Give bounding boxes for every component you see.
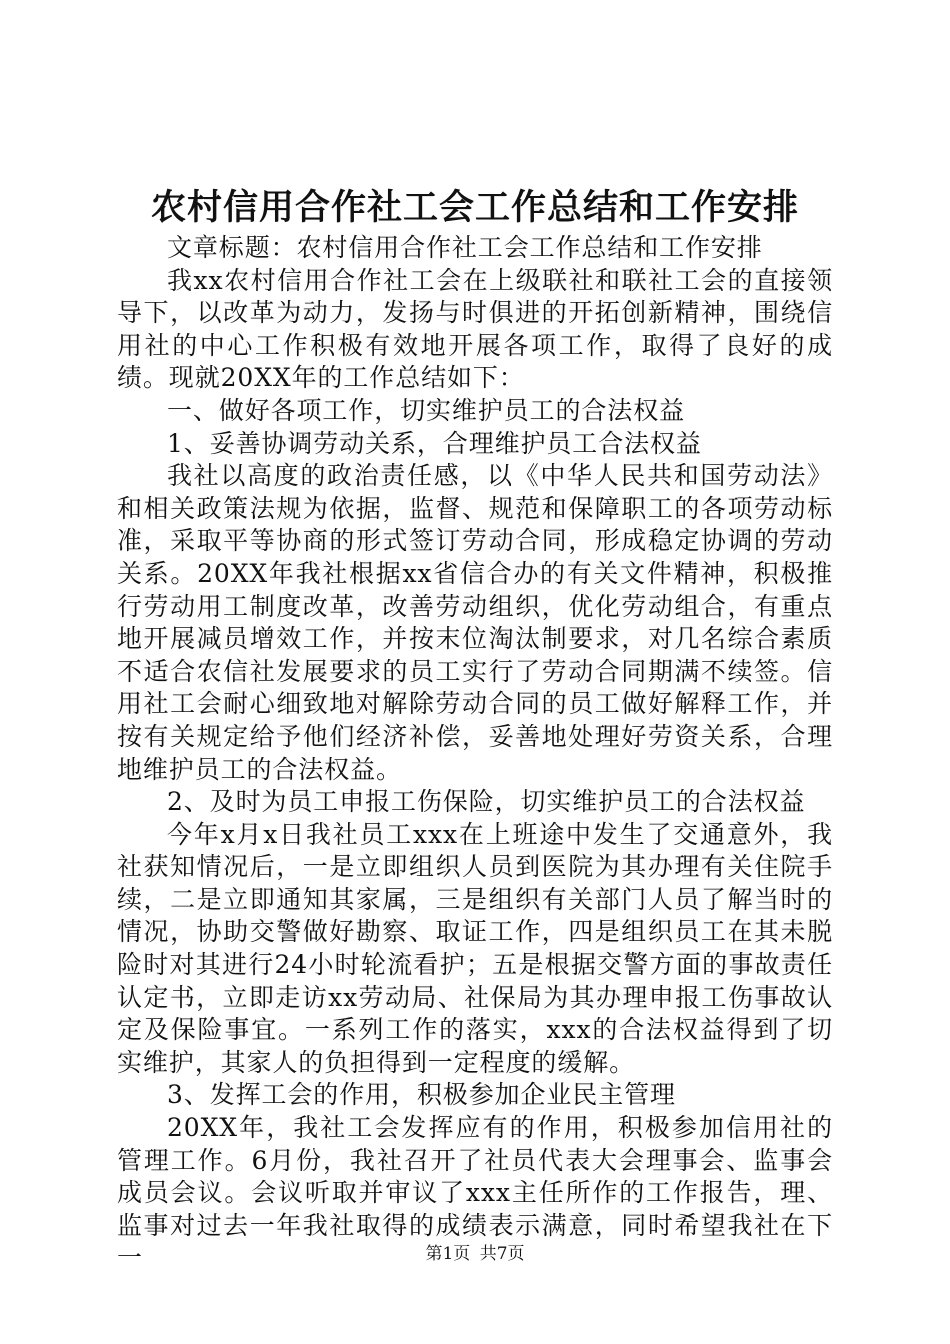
page-total: 共7页 xyxy=(479,1244,525,1264)
subsection-heading-3: 3、发挥工会的作用，积极参加企业民主管理 xyxy=(167,1080,676,1110)
subsection-heading-2: 2、及时为员工申报工伤保险，切实维护员工的合法权益 xyxy=(167,787,806,817)
body-paragraph-1: 我社以高度的政治责任感，以《中华人民共和国劳动法》和相关政策法规为依据，监督、规范和保障职工的各项劳动标准，采取平等协商的形式签订劳动合同，形成稳定协调的劳动关系。20XX年我社根据xx省信合办的有关文件精神，积极推行劳动用工制度改革，改善劳动组织，优化劳动组合，有重点地开展减员增效工作，并按末位淘汰制要求，对几名综合素质不适合农信社发展要求的员工实行了劳动合同期满不续签。信用社工会耐心细致地对解除劳动合同的员工做好解释工作，并按有关规定给予他们经济补偿，妥善地处理好劳资关系，合理地维护员工的合法权益。 xyxy=(117,461,833,784)
section-heading-1: 一、做好各项工作，切实维护员工的合法权益 xyxy=(167,395,686,425)
body-paragraph-2: 今年x月x日我社员工xxx在上班途中发生了交通意外，我社获知情况后，一是立即组织人员到医院为其办理有关住院手续，二是立即通知其家属，三是组织有关部门人员了解当时的情况，协助交警做好勘察、取证工作，四是组织员工在其未脱险时对其进行24小时轮流看护；五是根据交警方面的事故责任认定书，立即走访xx劳动局、社保局为其办理申报工伤事故认定及保险事宜。一系列工作的落实，xxx的合法权益得到了切实维护，其家人的负担得到一定程度的缓解。 xyxy=(117,819,833,1077)
page-footer xyxy=(0,1243,950,1265)
body-paragraph-3: 20XX年，我社工会发挥应有的作用，积极参加信用社的管理工作。6月份，我社召开了社员代表大会理事会、监事会成员会议。会议听取并审议了xxx主任所作的工作报告，理、监事对过去一年我社取得的成绩表示满意，同时希望我社在下一 xyxy=(117,1113,833,1273)
document-title: 农村信用合作社工会工作总结和工作安排 xyxy=(150,187,799,228)
page-number: 第1页 xyxy=(425,1244,471,1264)
article-title-line: 文章标题：农村信用合作社工会工作总结和工作安排 xyxy=(167,233,763,262)
intro-paragraph: 我xx农村信用合作社工会在上级联社和联社工会的直接领导下，以改革为动力，发扬与时俱进的开拓创新精神，围绕信用社的中心工作积极有效地开展各项工作，取得了良好的成绩。现就20XX年的工作总结如下： xyxy=(117,265,833,393)
document-body xyxy=(117,232,833,1275)
subsection-heading-1: 1、妥善协调劳动关系，合理维护员工合法权益 xyxy=(167,428,702,458)
